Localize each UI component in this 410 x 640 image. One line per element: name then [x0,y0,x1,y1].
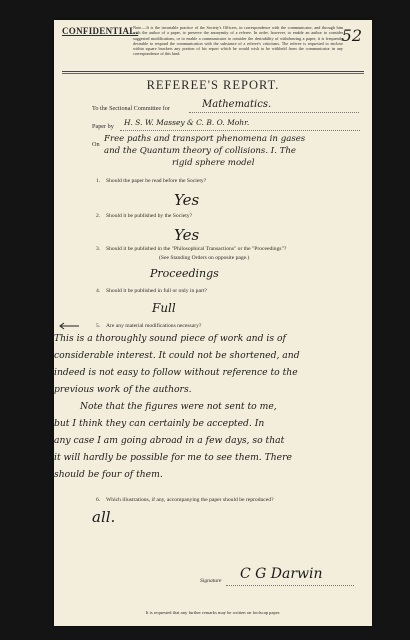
report-line-9: should be four of them. [54,469,163,480]
on-value-line2: and the Quantum theory of collisions. I. The [104,146,297,156]
paper-by-label: Paper by [92,123,114,130]
on-label: On [92,141,100,148]
answer-6: all. [92,508,116,526]
question-2-number: 2. [96,213,101,219]
on-value-line3: rigid sphere model [172,158,255,168]
question-5-text: Are any material modifications necessary? [106,323,202,329]
report-line-1: This is a thoroughly sound piece of work and is of [54,333,286,344]
committee-line [189,112,359,113]
on-value-line1: Free paths and transport phenomena in gases [104,134,306,144]
question-4-number: 4. [96,288,101,294]
answer-3: Proceedings [150,267,219,280]
report-line-5: Note that the figures were not sent to me, [80,401,277,412]
paper-by-value: H. S. W. Massey & C. B. O. Mohr. [124,118,250,127]
header-rule [62,71,364,72]
footnote: It is requested that any further remarks may be written on foolscap paper. [145,610,281,615]
question-4-text: Should it be published in full or only in part? [106,288,207,294]
page-title: REFEREE'S REPORT. [146,78,280,92]
report-line-6: but I think they can certainly be accepted. In [54,418,265,429]
question-6-number: 6. [96,497,101,503]
signature-label: Signature [200,578,222,584]
answer-4: Full [152,301,176,315]
signature-value: C G Darwin [240,566,323,582]
question-1-text: Should the paper be read before the Society? [106,178,207,184]
committee-label: To the Sectional Committee for [92,105,170,112]
report-line-3: indeed is not easy to follow without reference to the [54,367,298,378]
question-6-text: Which illustrations, if any, accompanying the paper should be reproduced? [106,497,274,503]
question-1-number: 1. [96,178,101,184]
question-3-number: 3. [96,246,101,252]
report-line-2: considerable interest. It could not be shortened, and [54,350,300,361]
signature-line [226,585,354,586]
answer-1: Yes [174,191,200,209]
arrow-left-icon [58,322,80,330]
question-3-subtext: (See Standing Orders on opposite page.) [159,255,250,261]
committee-value: Mathematics. [202,99,272,110]
confidentiality-notice: Note.—It is the invariable practice of the Society's Officers, in correspondence with the communicator, and through him with the author of a paper, to preserve the anonymity of a referee. In order, however, to enable an author to consider suggested modifications, or to enable a communicator to consider the desirability of withdrawing a paper, it is frequently desirable to respond the communication with the substance of a referee's criticisms. The referee is requested to enclose within square brackets any portion of his report which he would wish to be withheld from the communicator in any correspondence of this kind. [133,25,343,57]
question-2-text: Should it be published by the Society? [106,213,193,219]
answer-2: Yes [174,226,200,244]
header-rule-thin [62,73,364,74]
folio-number: 52 [341,26,362,45]
report-line-7: any case I am going abroad in a few days, so that [54,435,285,446]
question-5-number: 5. [96,323,101,329]
paper-by-line [120,130,360,131]
confidential-label: CONFIDENTIAL. [62,26,139,36]
report-line-4: previous work of the authors. [54,384,192,395]
report-line-8: it will hardly be possible for me to see them. There [54,452,292,463]
question-3-text: Should it be published in the "Philosophical Transactions" or the "Proceedings"? [106,246,287,252]
referee-report-page [54,20,372,626]
